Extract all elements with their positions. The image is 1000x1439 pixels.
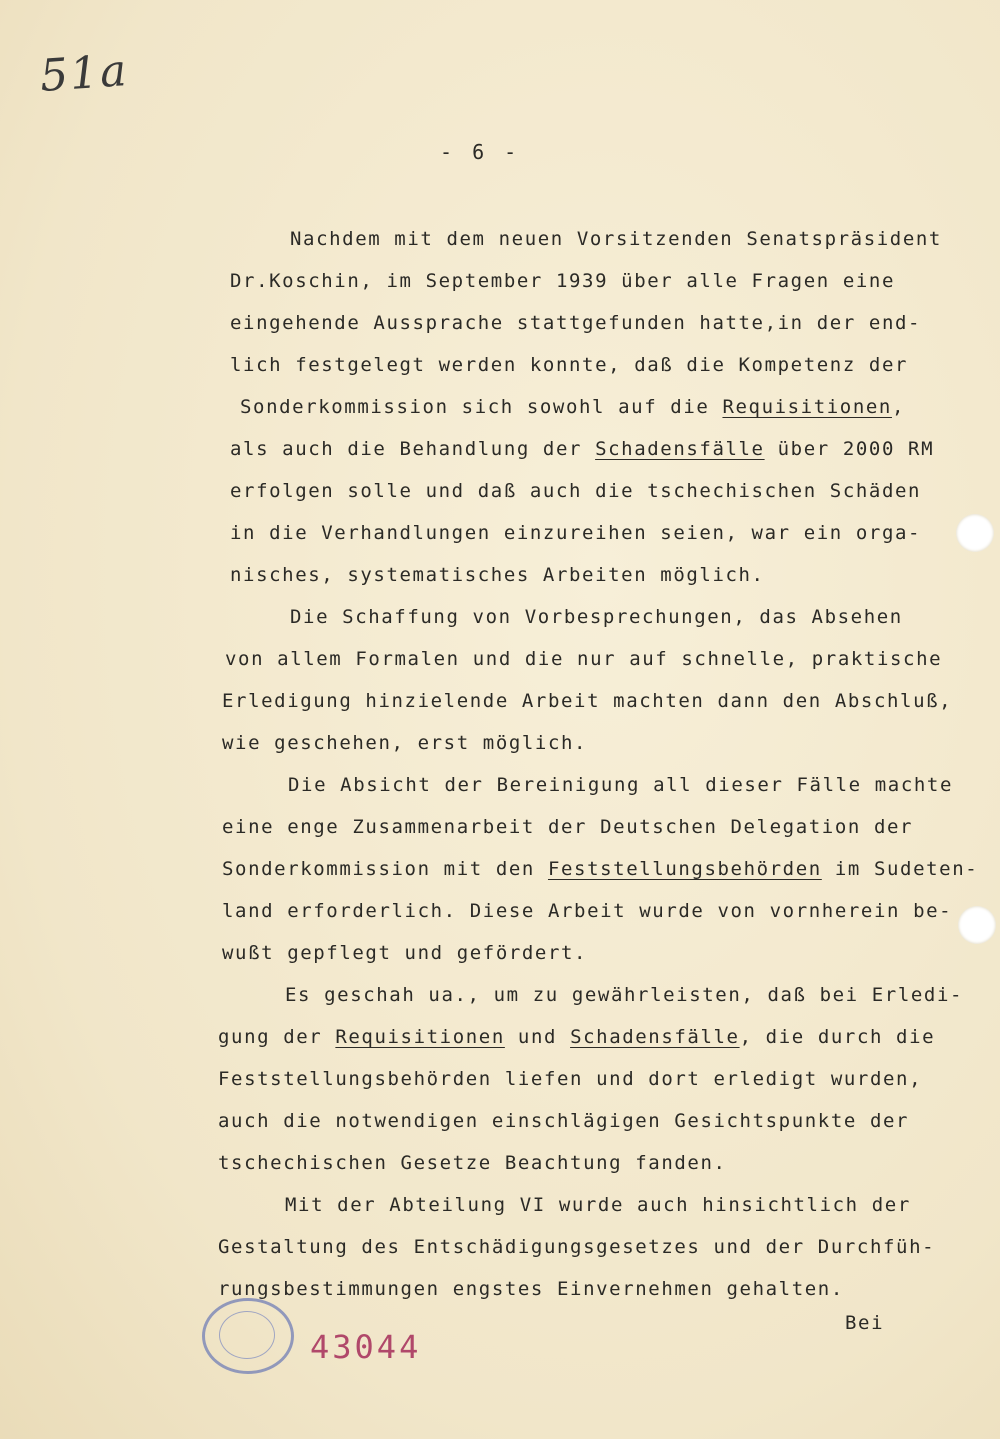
text-fragment: Sonderkommission sich sowohl auf die xyxy=(240,396,723,418)
text-line: wußt gepflegt und gefördert. xyxy=(222,942,588,964)
text-line: auch die notwendigen einschlägigen Gesichtspunkte der xyxy=(218,1110,910,1132)
text-line: rungsbestimmungen engstes Einvernehmen gehalten. xyxy=(218,1278,844,1300)
text-line: land erforderlich. Diese Arbeit wurde von vornherein be- xyxy=(222,900,953,922)
text-line: erfolgen solle und daß auch die tschechischen Schäden xyxy=(230,480,922,502)
page-number: - 6 - xyxy=(440,140,521,164)
underlined-term: Schadensfälle xyxy=(570,1026,740,1048)
text-line: in die Verhandlungen einzureihen seien, war ein orga- xyxy=(230,522,922,544)
text-line xyxy=(230,438,934,460)
text-fragment: gung der xyxy=(218,1026,336,1048)
text-line: lich festgelegt werden konnte, daß die Kompetenz der xyxy=(230,354,909,376)
text-line xyxy=(218,1026,935,1048)
underlined-term: Requisitionen xyxy=(335,1026,505,1048)
underlined-term: Schadensfälle xyxy=(595,438,765,460)
handwritten-folio-number: 51a xyxy=(38,44,130,103)
text-fragment: und xyxy=(504,1026,571,1048)
punch-hole xyxy=(956,514,994,552)
text-fragment: , xyxy=(891,396,906,418)
text-line xyxy=(240,396,905,418)
text-line: Dr.Koschin, im September 1939 über alle Fragen eine xyxy=(230,270,895,292)
text-line: wie geschehen, erst möglich. xyxy=(222,732,588,754)
text-line: eine enge Zusammenarbeit der Deutschen Delegation der xyxy=(222,816,914,838)
text-line: Die Absicht der Bereinigung all dieser Fälle machte xyxy=(288,774,953,796)
catchword: Bei xyxy=(845,1312,885,1334)
text-fragment: als auch die Behandlung der xyxy=(230,438,596,460)
text-line: von allem Formalen und die nur auf schnelle, praktische xyxy=(225,648,943,670)
text-line: Feststellungsbehörden liefen und dort erledigt wurden, xyxy=(218,1068,923,1090)
text-line: tschechischen Gesetze Beachtung fanden. xyxy=(218,1152,727,1174)
underlined-term: Requisitionen xyxy=(722,396,892,418)
text-line: Erledigung hinzielende Arbeit machten dann den Abschluß, xyxy=(222,690,953,712)
text-fragment: Sonderkommission mit den xyxy=(222,858,548,880)
punch-hole xyxy=(958,906,996,944)
stamp-number: 43044 xyxy=(310,1328,422,1366)
text-fragment: im Sudeten- xyxy=(821,858,979,880)
underlined-term: Feststellungsbehörden xyxy=(547,858,822,880)
text-line: Es geschah ua., um zu gewährleisten, daß bei Erledi- xyxy=(285,984,964,1006)
text-line: Gestaltung des Entschädigungsgesetzes und der Durchfüh- xyxy=(218,1236,936,1258)
text-line: Die Schaffung von Vorbesprechungen, das Absehen xyxy=(290,606,903,628)
archive-stamp-icon xyxy=(202,1298,294,1374)
text-line: Mit der Abteilung VI wurde auch hinsichtlich der xyxy=(285,1194,911,1216)
text-fragment: über 2000 RM xyxy=(764,438,935,460)
text-line: nisches, systematisches Arbeiten möglich. xyxy=(230,564,765,586)
text-line xyxy=(222,858,978,880)
text-fragment: , die durch die xyxy=(739,1026,936,1048)
text-line: eingehende Aussprache stattgefunden hatte,in der end- xyxy=(230,312,922,334)
stamp-inner-ring xyxy=(219,1311,275,1359)
text-line: Nachdem mit dem neuen Vorsitzenden Senatspräsident xyxy=(290,228,942,250)
